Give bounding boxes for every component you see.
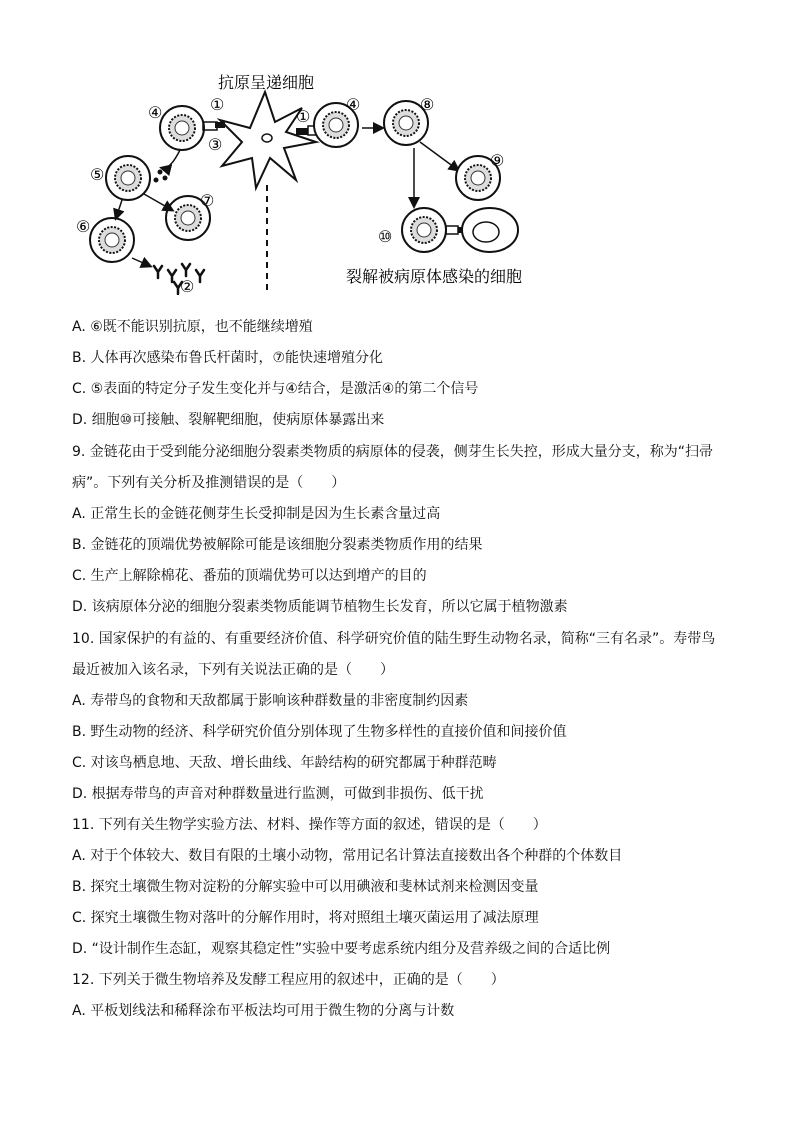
marker-3: ③	[208, 135, 223, 154]
q10-option-b: B. 野生动物的经济、科学研究价值分别体现了生物多样性的直接价值和间接价值	[72, 724, 567, 740]
q9-option-c: C. 生产上解除棉花、番茄的顶端优势可以达到增产的目的	[72, 568, 427, 584]
q10-option-a: A. 寿带鸟的食物和天敌都属于影响该种群数量的非密度制约因素	[72, 693, 469, 709]
marker-1-right: ①	[296, 107, 311, 126]
marker-9: ⑨	[490, 151, 505, 170]
q8-option-d: D. 细胞⑩可接触、裂解靶细胞，使病原体暴露出来	[72, 412, 385, 428]
q8-option-a: A. ⑥既不能识别抗原，也不能继续增殖	[72, 319, 313, 335]
marker-6: ⑥	[76, 217, 91, 236]
q10-stem-line1: 10. 国家保护的有益的、有重要经济价值、科学研究价值的陆生野生动物名录，简称“三有名录”。寿带鸟	[72, 631, 716, 647]
q12-stem: 12. 下列关于微生物培养及发酵工程应用的叙述中，正确的是（ ）	[72, 972, 505, 988]
q11-option-b: B. 探究土壤微生物对淀粉的分解实验中可以用碘液和斐林试剂来检测因变量	[72, 879, 539, 895]
cell-4-left	[160, 106, 204, 150]
q12-option-a: A. 平板划线法和稀释涂布平板法均可用于微生物的分离与计数	[72, 1003, 455, 1019]
cell-5	[106, 156, 150, 200]
immune-response-figure	[70, 70, 560, 295]
marker-4-left: ④	[148, 103, 163, 122]
q9-option-a: A. 正常生长的金链花侧芽生长受抑制是因为生长素含量过高	[72, 506, 441, 522]
q11-option-c: C. 探究土壤微生物对落叶的分解作用时，将对照组土壤灭菌运用了减法原理	[72, 910, 539, 926]
q10-stem-line2: 最近被加入该名录，下列有关说法正确的是（ ）	[72, 662, 394, 678]
q8-option-c: C. ⑤表面的特定分子发生变化并与④结合，是激活④的第二个信号	[72, 381, 479, 397]
cell-10	[402, 208, 446, 252]
antibodies	[154, 264, 204, 294]
lysis-label: 裂解被病原体感染的细胞	[346, 267, 523, 286]
marker-1-left: ①	[210, 95, 225, 114]
q9-stem-line1: 9. 金链花由于受到能分泌细胞分裂素类物质的病原体的侵袭，侧芽生长失控，形成大量分支，称为“扫帚	[72, 444, 714, 460]
q9-stem-line2: 病”。下列有关分析及推测错误的是（ ）	[72, 475, 346, 491]
marker-10: ⑩	[378, 227, 393, 246]
q11-option-a: A. 对于个体较大、数目有限的土壤小动物，常用记名计算法直接数出各个种群的个体数目	[72, 848, 623, 864]
cell-6	[90, 218, 134, 262]
q9-option-d: D. 该病原体分泌的细胞分裂素类物质能调节植物生长发育，所以它属于植物激素	[72, 599, 568, 615]
q8-option-b: B. 人体再次感染布鲁氏杆菌时，⑦能快速增殖分化	[72, 350, 384, 366]
marker-8: ⑧	[420, 95, 435, 114]
marker-4-right: ④	[346, 95, 361, 114]
q10-option-c: C. 对该鸟栖息地、天敌、增长曲线、年龄结构的研究都属于种群范畴	[72, 755, 497, 771]
marker-2: ②	[180, 277, 195, 295]
marker-5: ⑤	[90, 165, 105, 184]
q9-option-b: B. 金链花的顶端优势被解除可能是该细胞分裂素类物质作用的结果	[72, 537, 483, 553]
q11-option-d: D. “设计制作生态缸，观察其稳定性”实验中要考虑系统内组分及营养级之间的合适比例	[72, 941, 611, 957]
q11-stem: 11. 下列有关生物学实验方法、材料、操作等方面的叙述，错误的是（ ）	[72, 817, 547, 833]
q10-option-d: D. 根据寿带鸟的声音对种群数量进行监测，可做到非损伤、低干扰	[72, 786, 484, 802]
apc-label: 抗原呈递细胞	[218, 73, 315, 92]
marker-7: ⑦	[200, 191, 215, 210]
